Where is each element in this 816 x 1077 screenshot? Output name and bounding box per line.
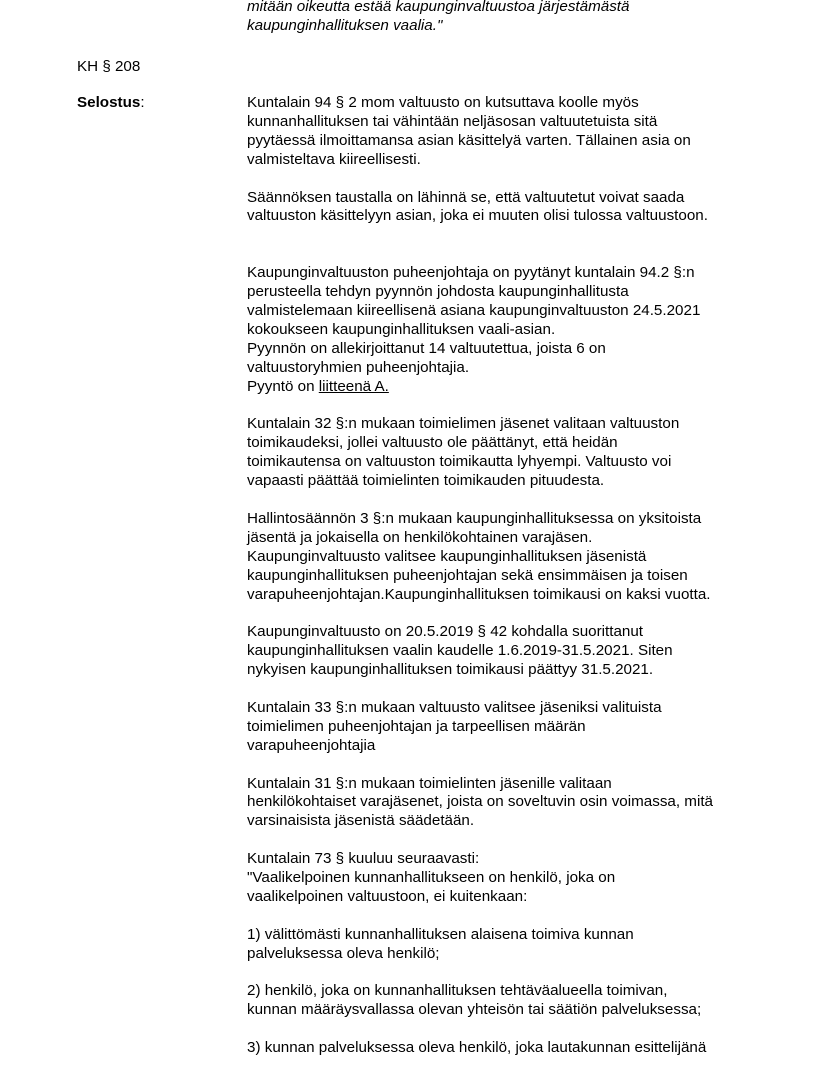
quote-line: kaupunginhallituksen vaalia.": [247, 16, 443, 34]
list-item-2: 2) henkilö, joka on kunnanhallituksen tehtäväalueella toimivan, kunnan määräysvallassa olevan yhteisön tai säätiön palveluksessa;: [247, 982, 702, 1019]
section-label: [77, 94, 145, 113]
explanation-body: [247, 94, 807, 1077]
quote-fragment: [247, 0, 807, 36]
paragraph-section-33: Kuntalain 33 §:n mukaan valtuusto valitsee jäseniksi valituista toimielimen puheenjohtajan ja tarpeellisen määrän varapuheenjohtajia: [247, 698, 662, 754]
attachment-a-link[interactable]: liitteenä A.: [318, 377, 389, 395]
list-item-3: 3) kunnan palveluksessa oleva henkilö, joka lautakunnan esittelijänä: [247, 1039, 707, 1057]
section-label-text: Selostus: [77, 94, 141, 111]
paragraph-chair-request: Kaupunginvaltuuston puheenjohtaja on pyytänyt kuntalain 94.2 §:n perusteella tehdyn pyynnön johdosta kaupunginhallitusta valmistelemaan kiireellisenä asiana kaupunginvaltuuston 24.5.2021 kokoukseen kaupunginhallituksen vaali-asian. Pyynnön on allekirjoittanut 14 valtuutettua, joista 6 on valtuustoryhmien puheenjohtajia. Pyyntö on liitteenä A.: [247, 264, 807, 396]
list-item-1: 1) välittömästi kunnanhallituksen alaisena toimiva kunnan palveluksessa oleva henkilö;: [247, 925, 634, 962]
case-reference: KH § 208: [77, 58, 141, 75]
attachment-line: Pyyntö on liitteenä A.: [247, 377, 389, 395]
paragraph-term-of-office: Kuntalain 32 §:n mukaan toimielimen jäsenet valitaan valtuuston toimikaudeksi, jollei valtuusto ole päättänyt, että heidän toimikautensa on valtuuston toimikautta lyhyempi. Valtuusto voi vapaasti päättää toimielinten toimikauden pituudesta.: [247, 415, 680, 490]
paragraph-administrative-rules: Hallintosäännön 3 §:n mukaan kaupunginhallituksessa on yksitoista jäsentä ja jokaisella on henkilökohtainen varajäsen. Kaupunginvaltuusto valitsee kaupunginhallituksen jäsenistä kaupunginhallituksen puheenjohtajan sekä ensimmäisen ja toisen varapuheenjohtajan.Kaupunginhallituksen toimikausi on kaksi vuotta.: [247, 509, 711, 603]
paragraph-previous-election: Kaupunginvaltuusto on 20.5.2019 § 42 kohdalla suorittanut kaupunginhallituksen vaalin kaudelle 1.6.2019-31.5.2021. Siten nykyisen kaupunginhallituksen toimikausi päättyy 31.5.2021.: [247, 623, 673, 679]
paragraph-section-73: Kuntalain 73 § kuuluu seuraavasti: "Vaalikelpoinen kunnanhallitukseen on henkilö, joka on vaalikelpoinen valtuustoon, ei kuitenkaan:: [247, 850, 616, 905]
paragraph-section-31: Kuntalain 31 §:n mukaan toimielinten jäsenille valitaan henkilökohtaiset varajäsenet, joista on soveltuvin osin voimassa, mitä varsinaisista jäsenistä säädetään.: [247, 774, 713, 830]
quote-line: mitään oikeutta estää kaupunginvaltuustoa järjestämästä: [247, 0, 630, 15]
paragraph-rationale: Säännöksen taustalla on lähinnä se, että valtuutetut voivat saada valtuuston käsittelyyn asian, joka ei muuten olisi tulossa valtuustoon.: [247, 188, 708, 225]
paragraph-council-convening: Kuntalain 94 § 2 mom valtuusto on kutsuttava koolle myös kunnanhallituksen tai vähintään neljäsosan valtuutetuista sitä pyytäessä ilmoittamansa asian käsittelyä varten. Tällainen asia on valmisteltava kiireellisesti.: [247, 94, 691, 168]
section-label-colon: :: [140, 94, 145, 111]
